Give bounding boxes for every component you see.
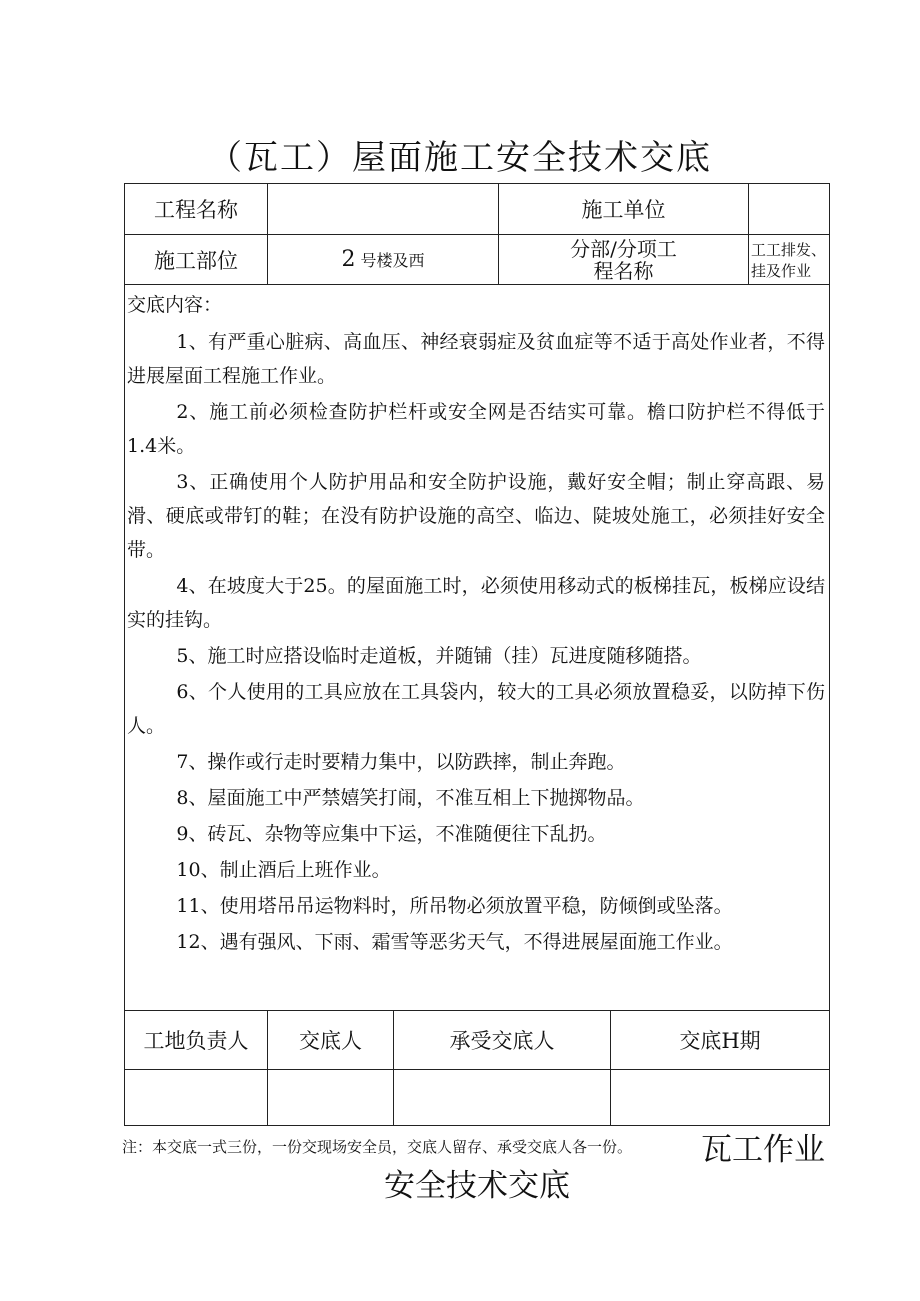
receiver-signature[interactable] <box>394 1070 611 1126</box>
site-manager-label: 工地负责人 <box>125 1011 268 1070</box>
content-item-11: 11、使用塔吊吊运物料时，所吊物必须放置平稳，防倾倒或坠落。 <box>176 895 733 917</box>
content-row <box>125 285 830 1011</box>
date-label: 交底H期 <box>611 1011 830 1070</box>
discloser-label: 交底人 <box>268 1011 394 1070</box>
content-item-4: 4、在坡度大于25。的屋面施工时，必须使用移动式的板梯挂瓦，板梯应设结实的挂钩。 <box>127 575 825 631</box>
unit-value[interactable] <box>749 184 830 235</box>
content-item-7: 7、操作或行走时要精力集中，以防跌摔，制止奔跑。 <box>176 751 626 773</box>
content-item-2: 2、施工前必须检查防护栏杆或安全网是否结实可靠。檐口防护栏不得低于1.4米。 <box>127 401 825 457</box>
part-value[interactable] <box>268 235 499 285</box>
subitem-label-line2: 程名称 <box>593 258 654 283</box>
project-name-label: 工程名称 <box>125 184 268 235</box>
content-item-6: 6、个人使用的工具应放在工具袋内，较大的工具必须放置稳妥，以防掉下伤人。 <box>127 681 825 737</box>
content-item-9: 9、砖瓦、杂物等应集中下运，不准随便往下乱扔。 <box>176 823 607 845</box>
content-item-8: 8、屋面施工中严禁嬉笑打闹，不准互相上下抛掷物品。 <box>176 787 645 809</box>
part-value-number: 2 <box>341 247 356 272</box>
signature-header-row <box>125 1011 830 1070</box>
unit-label: 施工单位 <box>499 184 749 235</box>
info-row-1 <box>125 184 830 235</box>
part-label: 施工部位 <box>125 235 268 285</box>
content-item-12: 12、遇有强风、下雨、霜雪等恶劣天气，不得进展屋面施工作业。 <box>176 931 733 953</box>
date-field[interactable] <box>611 1070 830 1126</box>
site-manager-signature[interactable] <box>125 1070 268 1126</box>
footer-note: 注：本交底一式三份，一份交现场安全员，交底人留存、承受交底人各一份。 <box>122 1138 633 1156</box>
content-heading: 交底内容： <box>127 294 223 316</box>
content-item-5: 5、施工时应搭设临时走道板，并随铺（挂）瓦进度随移随搭。 <box>176 645 702 667</box>
part-value-text: 号楼及西 <box>360 251 425 270</box>
project-name-value[interactable] <box>268 184 499 235</box>
content-item-3: 3、正确使用个人防护用品和安全防护设施，戴好安全帽；制止穿高跟、易滑、硬底或带钉的鞋；在没有防护设施的高空、临边、陡坡处施工，必须挂好安全带。 <box>127 471 825 561</box>
next-title-part1: 瓦工作业 <box>701 1132 825 1168</box>
subitem-label <box>499 235 749 285</box>
discloser-signature[interactable] <box>268 1070 394 1126</box>
subitem-value[interactable]: 工工排发、挂及作业 <box>749 235 830 285</box>
info-row-2 <box>125 235 830 285</box>
disclosure-table <box>124 183 830 1126</box>
content-item-1: 1、有严重心脏病、高血压、神经衰弱症及贫血症等不适于高处作业者，不得进展屋面工程施工作业。 <box>127 331 825 387</box>
receiver-label: 承受交底人 <box>394 1011 611 1070</box>
signature-blank-row <box>125 1070 830 1126</box>
document-title: （瓦工）屋面施工安全技术交底 <box>208 138 712 178</box>
subitem-label-line1: 分部/分项工 <box>570 236 677 261</box>
content-cell <box>125 285 830 1011</box>
content-item-10: 10、制止酒后上班作业。 <box>176 859 391 881</box>
next-title-part2: 安全技术交底 <box>384 1168 570 1204</box>
